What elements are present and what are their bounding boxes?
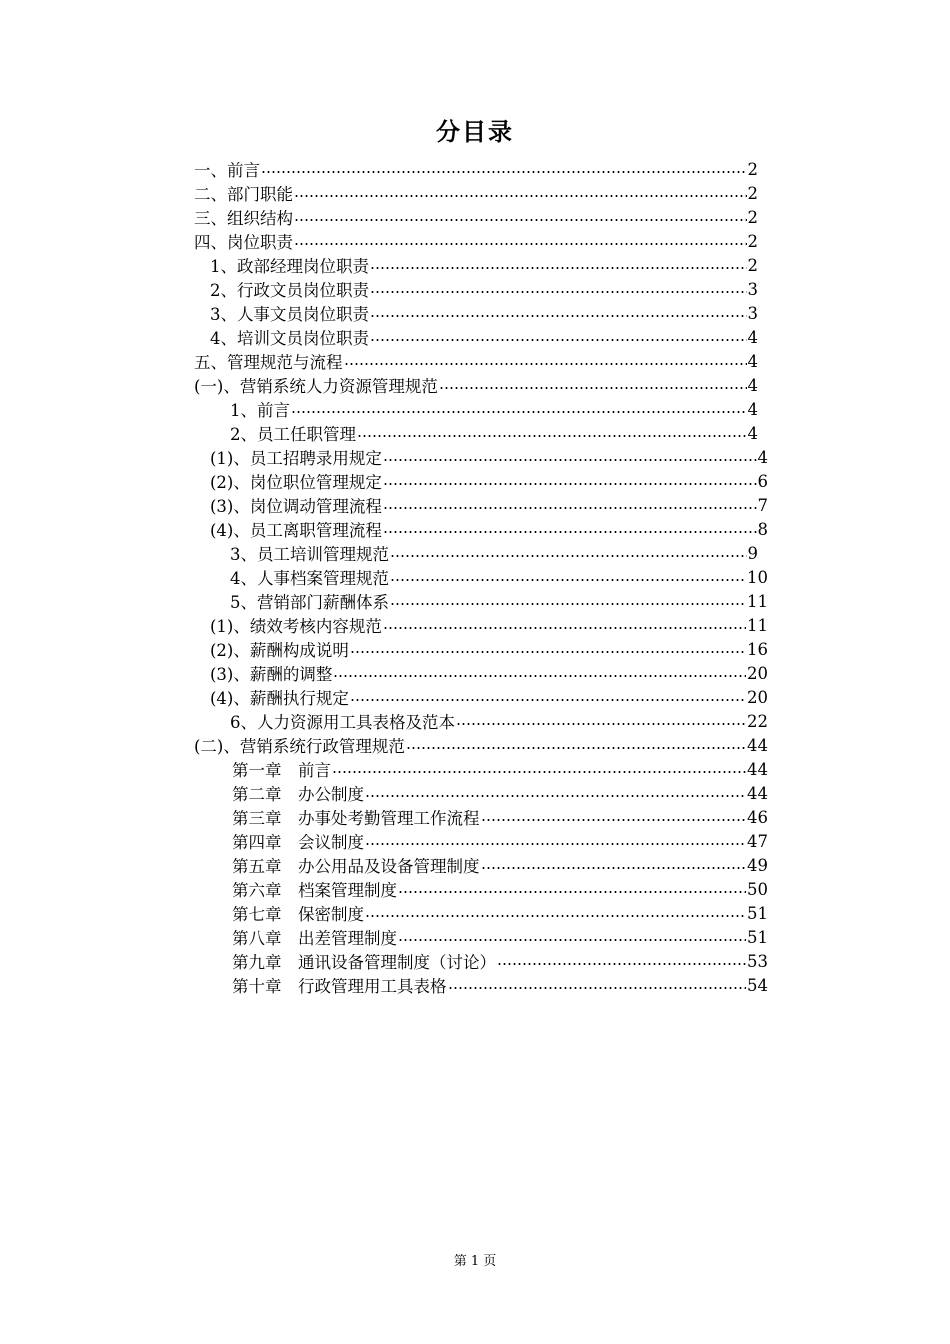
toc-leader-dots	[291, 411, 747, 413]
toc-entry-label: 5、营销部门薪酬体系	[230, 593, 389, 612]
toc-entry-page-number: 50	[747, 879, 768, 899]
toc-leader-dots	[332, 771, 746, 773]
toc-entry-page-number: 8	[757, 519, 768, 539]
toc-entry	[230, 589, 768, 613]
toc-entry-label: 三、组织结构	[194, 209, 293, 228]
toc-entry	[230, 709, 768, 733]
toc-entry	[232, 973, 768, 997]
toc-entry-page-number: 16	[747, 639, 768, 659]
toc-entry	[232, 805, 768, 829]
toc-entry-label: 6、人力资源用工具表格及范本	[230, 713, 455, 732]
toc-entry	[194, 157, 758, 181]
toc-entry-label: (4)、薪酬执行规定	[210, 689, 349, 708]
toc-entry	[194, 733, 768, 757]
toc-entry-label: 第三章 办事处考勤管理工作流程	[232, 809, 480, 828]
toc-entry-page-number: 4	[747, 351, 758, 371]
toc-entry	[210, 661, 768, 685]
toc-leader-dots	[333, 675, 746, 677]
toc-entry-label: (1)、员工招聘录用规定	[210, 449, 382, 468]
toc-entry-label: (3)、岗位调动管理流程	[210, 497, 382, 516]
toc-leader-dots	[350, 699, 746, 701]
toc-entry-page-number: 7	[757, 495, 768, 515]
toc-entry-label: (2)、薪酬构成说明	[210, 641, 349, 660]
toc-entry-label: 二、部门职能	[194, 185, 293, 204]
toc-leader-dots	[370, 267, 747, 269]
toc-leader-dots	[398, 891, 746, 893]
toc-entry-page-number: 2	[747, 207, 758, 227]
toc-entry-page-number: 3	[747, 279, 758, 299]
toc-entry-page-number: 6	[757, 471, 768, 491]
toc-entry-page-number: 53	[747, 951, 768, 971]
toc-entry-page-number: 4	[747, 327, 758, 347]
toc-leader-dots	[398, 939, 746, 941]
toc-entry-page-number: 44	[747, 759, 768, 779]
toc-entry	[194, 229, 758, 253]
toc-entry	[230, 397, 758, 421]
toc-entry	[194, 349, 758, 373]
toc-entry-label: (1)、绩效考核内容规范	[210, 617, 382, 636]
toc-entry-label: 2、员工任职管理	[230, 425, 356, 444]
toc-entry	[232, 781, 768, 805]
page-footer: 第 1 页	[453, 1254, 497, 1269]
toc-leader-dots	[365, 795, 746, 797]
toc-leader-dots	[439, 387, 747, 389]
toc-entry-label: 2、行政文员岗位职责	[210, 281, 369, 300]
toc-entry-label: 第九章 通讯设备管理制度（讨论）	[232, 953, 496, 972]
toc-entry-label: 4、人事档案管理规范	[230, 569, 389, 588]
toc-entry-page-number: 4	[757, 447, 768, 467]
toc-leader-dots	[390, 555, 747, 557]
toc-entry-page-number: 11	[747, 591, 768, 611]
toc-entry-page-number: 4	[747, 399, 758, 419]
toc-entry	[210, 469, 768, 493]
toc-entry-page-number: 47	[747, 831, 768, 851]
toc-entry-label: (2)、岗位职位管理规定	[210, 473, 382, 492]
toc-entry-page-number: 10	[747, 567, 768, 587]
toc-entry	[210, 685, 768, 709]
toc-entry-label: 一、前言	[194, 161, 260, 180]
toc-leader-dots	[370, 291, 747, 293]
toc-leader-dots	[261, 171, 747, 173]
toc-entry	[232, 925, 768, 949]
toc-entry-label: 第十章 行政管理用工具表格	[232, 977, 447, 996]
toc-entry-label: (一)、营销系统人力资源管理规范	[194, 377, 438, 396]
toc-leader-dots	[294, 219, 747, 221]
toc-entry-page-number: 51	[747, 927, 768, 947]
toc-entry	[230, 541, 758, 565]
toc-entry	[232, 901, 768, 925]
toc-leader-dots	[357, 435, 747, 437]
toc-leader-dots	[497, 963, 746, 965]
toc-entry-page-number: 3	[747, 303, 758, 323]
toc-entry-page-number: 2	[747, 159, 758, 179]
toc-entry-page-number: 51	[747, 903, 768, 923]
toc-leader-dots	[365, 843, 746, 845]
toc-leader-dots	[383, 507, 757, 509]
toc-entry-page-number: 44	[747, 735, 768, 755]
toc-leader-dots	[294, 195, 747, 197]
toc-entry-label: 第七章 保密制度	[232, 905, 364, 924]
toc-entry-label: 第六章 档案管理制度	[232, 881, 397, 900]
toc-entry	[230, 421, 758, 445]
toc-leader-dots	[370, 339, 747, 341]
toc-leader-dots	[448, 987, 747, 989]
toc-entry	[210, 325, 758, 349]
toc-entry-label: 第八章 出差管理制度	[232, 929, 397, 948]
toc-entry-page-number: 20	[747, 687, 768, 707]
toc-entry-page-number: 2	[747, 255, 758, 275]
toc-leader-dots	[365, 915, 746, 917]
toc-entry	[232, 877, 768, 901]
toc-entry	[230, 565, 768, 589]
toc-leader-dots	[294, 243, 747, 245]
toc-entry	[210, 253, 758, 277]
toc-entry	[210, 301, 758, 325]
toc-entry-label: 4、培训文员岗位职责	[210, 329, 369, 348]
toc-entry-page-number: 2	[747, 183, 758, 203]
toc-leader-dots	[383, 459, 757, 461]
toc-leader-dots	[350, 651, 746, 653]
toc-entry-page-number: 4	[747, 423, 758, 443]
toc-entry-page-number: 11	[747, 615, 768, 635]
toc-leader-dots	[481, 867, 747, 869]
toc-entry-label: 四、岗位职责	[194, 233, 293, 252]
toc-entry-page-number: 49	[747, 855, 768, 875]
toc-leader-dots	[481, 819, 747, 821]
toc-entry-label: 1、前言	[230, 401, 290, 420]
toc-entry	[194, 181, 758, 205]
toc-entry-page-number: 54	[747, 975, 768, 995]
toc-entry-page-number: 20	[747, 663, 768, 683]
toc-leader-dots	[390, 603, 746, 605]
page-title: 分目录	[436, 118, 514, 146]
toc-entry-label: 第二章 办公制度	[232, 785, 364, 804]
toc-leader-dots	[390, 579, 746, 581]
toc-entry	[232, 949, 768, 973]
toc-leader-dots	[383, 627, 746, 629]
toc-leader-dots	[370, 315, 747, 317]
toc-entry-label: 第四章 会议制度	[232, 833, 364, 852]
toc-entry	[210, 517, 768, 541]
toc-entry-page-number: 4	[747, 375, 758, 395]
toc-entry-page-number: 9	[747, 543, 758, 563]
toc-entry-page-number: 2	[747, 231, 758, 251]
toc-leader-dots	[344, 363, 747, 365]
toc-entry-label: 五、管理规范与流程	[194, 353, 343, 372]
toc-entry-label: (二)、营销系统行政管理规范	[194, 737, 405, 756]
toc-entry	[210, 613, 768, 637]
toc-entry	[232, 853, 768, 877]
toc-entry-label: 1、政部经理岗位职责	[210, 257, 369, 276]
toc-entry-label: 第五章 办公用品及设备管理制度	[232, 857, 480, 876]
toc-entry-label: 3、人事文员岗位职责	[210, 305, 369, 324]
toc-entry-label: 3、员工培训管理规范	[230, 545, 389, 564]
toc-entry	[194, 373, 758, 397]
toc-entry-page-number: 46	[747, 807, 768, 827]
toc-leader-dots	[383, 483, 757, 485]
toc-leader-dots	[383, 531, 757, 533]
toc-entry	[210, 277, 758, 301]
toc-entry-page-number: 22	[747, 711, 768, 731]
toc-entry-page-number: 44	[747, 783, 768, 803]
toc-entry	[210, 445, 768, 469]
toc-entry-label: (4)、员工离职管理流程	[210, 521, 382, 540]
toc-entry	[210, 493, 768, 517]
toc-entry	[232, 757, 768, 781]
toc-leader-dots	[456, 723, 746, 725]
toc-entry-label: (3)、薪酬的调整	[210, 665, 333, 684]
toc-entry-label: 第一章 前言	[232, 761, 331, 780]
toc-entry	[232, 829, 768, 853]
toc-entry	[194, 205, 758, 229]
toc-leader-dots	[406, 747, 746, 749]
toc-entry	[210, 637, 768, 661]
